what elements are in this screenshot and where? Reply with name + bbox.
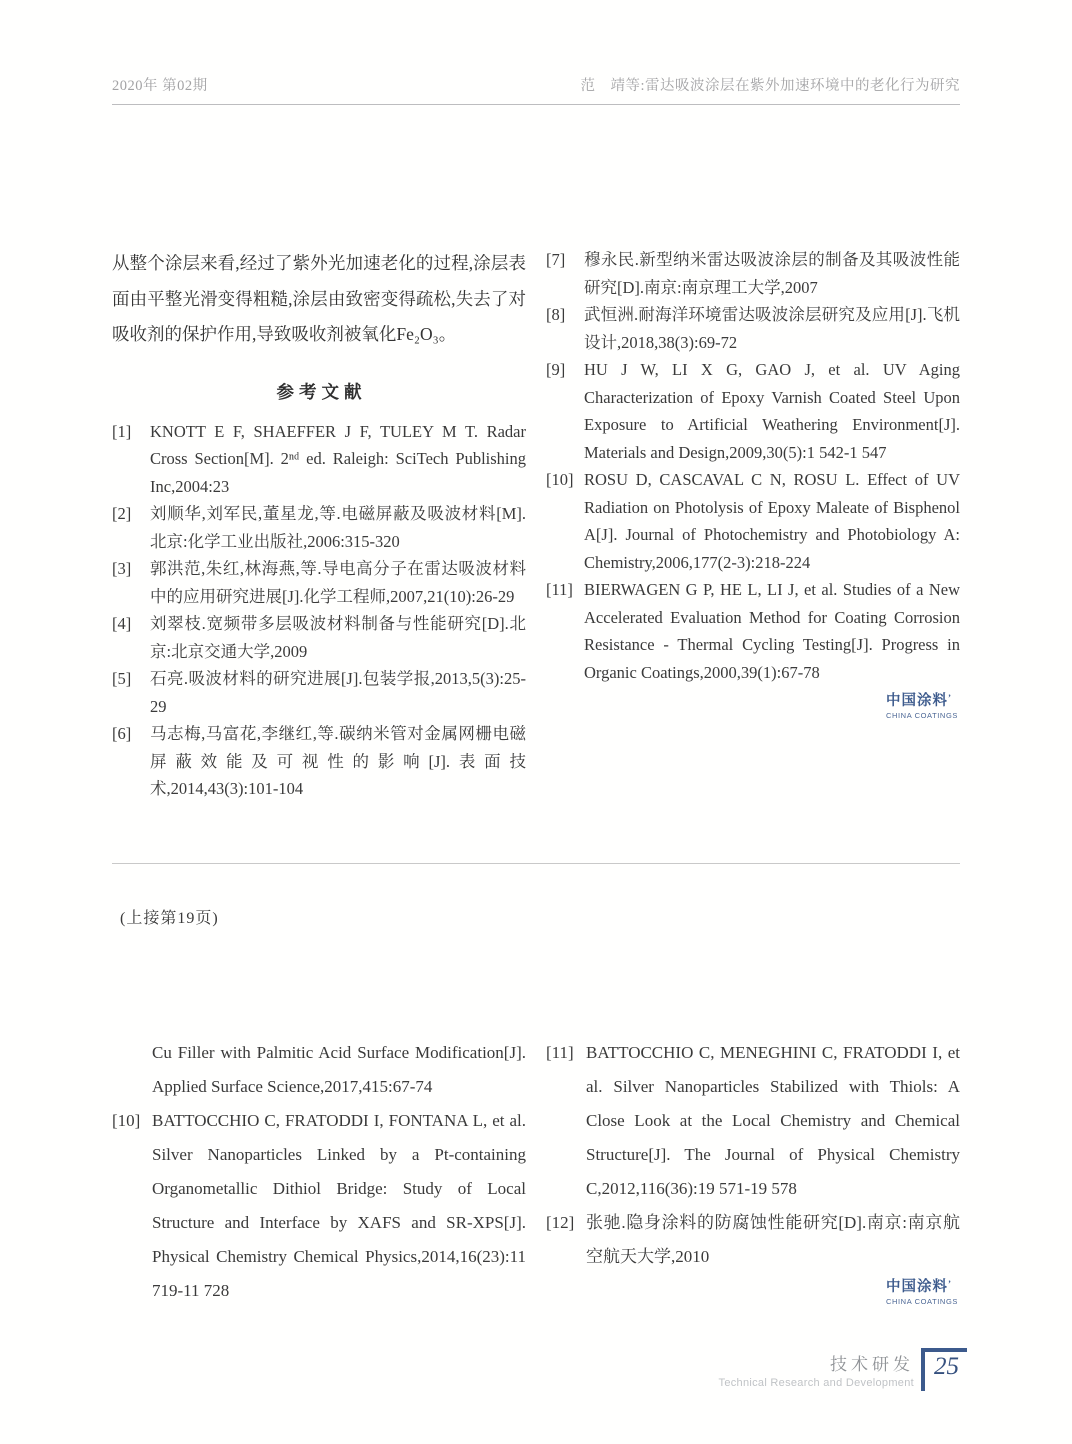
reference-item [546,1206,960,1274]
reference-text: 郭洪范,朱红,林海燕,等.导电高分子在雷达吸波材料中的应用研究进展[J].化学工程师,2007,21(10):26-29 [150,559,526,606]
reference-item [112,665,526,720]
logo-en-text: CHINA COATINGS [885,1297,958,1306]
reference-item [112,1036,526,1104]
china-coatings-logo [886,1280,958,1306]
reference-item [546,466,960,576]
reference-number: [1] [112,421,132,441]
logo-cn-text: 中国涂料’ [885,693,952,709]
reference-number: [5] [112,669,132,688]
footer-section-labels [719,1355,914,1389]
reference-number: [10] [112,1111,141,1130]
reference-text: BATTOCCHIO C, MENEGHINI C, FRATODDI I, et al. Silver Nanoparticles Stabilized with Thiols: A Close Look at the Local Chemistry and Chemical Structure[J]. The Journal of Physical Chemistry C,2012,116(36):19 571-19 578 [586,1043,960,1198]
reference-number [112,1036,152,1104]
section-divider [112,863,960,864]
reference-item [112,720,526,803]
reference-number: [11] [546,1043,574,1062]
running-title: 范 靖等:雷达吸波涂层在紫外加速环境中的老化行为研究 [580,78,960,94]
right-column [546,1036,960,1308]
reference-number: [3] [112,559,132,578]
reference-number: [7] [546,250,566,269]
page-header [112,74,960,105]
reference-text: 武恒洲.耐海洋环境雷达吸波涂层研究及应用[J].飞机设计,2018,38(3):69-72 [584,305,960,352]
reference-text: 石亮.吸波材料的研究进展[J].包装学报,2013,5(3):25-29 [150,669,526,716]
reference-text: Cu Filler with Palmitic Acid Surface Modification[J]. Applied Surface Science,2017,415:67-74 [152,1043,526,1096]
reference-number: [2] [112,504,132,523]
reference-item [546,1036,960,1206]
reference-text: 马志梅,马富花,李继红,等.碳纳米管对金属网栅电磁屏蔽效能及可视性的影响[J].表面技术,2014,43(3):101-104 [150,724,526,798]
reference-text: HU J W, LI X G, GAO J, et al. UV Aging Characterization of Epoxy Varnish Coated Steel Upon Exposure to Artificial Weathering Environment[J]. Materials and Design,2009,30(5):1 542-1 547 [584,360,960,462]
reference-number: [8] [546,305,566,324]
reference-item [546,246,960,301]
china-coatings-logo [886,694,958,720]
trademark-mark: ’ [947,1279,952,1290]
page-footer [719,1348,967,1391]
reference-text: BATTOCCHIO C, FRATODDI I, FONTANA L, et al. Silver Nanoparticles Linked by a Pt-containing Organometallic Dithiol Bridge: Study of Local Structure and Interface by XAFS and SR-XPS[J]. Physical Chemistry Chemical Physics,2014,16(23):11 719-11 728 [152,1111,526,1300]
logo-en-text: CHINA COATINGS [885,710,958,720]
continued-references-section [112,1036,960,1308]
left-column [112,1036,526,1308]
reference-number: [11] [546,580,573,599]
journal-issue: 2020年 第02期 [112,78,208,94]
references-section [112,246,960,803]
reference-item [112,555,526,610]
reference-text: 刘顺华,刘军民,董星龙,等.电磁屏蔽及吸波材料[M].北京:化学工业出版社,2006:315-320 [150,504,526,551]
reference-item [112,610,526,665]
reference-item [546,356,960,466]
page-number-box [921,1348,967,1391]
intro-paragraph: 从整个涂层来看,经过了紫外光加速老化的过程,涂层表面由平整光滑变得粗糙,涂层由致密变得疏松,失去了对吸收剂的保护作用,导致吸收剂被氧化Fe₂O₃。 [112,253,526,344]
references-heading: 参考文献 [276,381,367,402]
footer-section-subtitle: Technical Research and Development [718,1376,914,1389]
reference-text: 张驰.隐身涂料的防腐蚀性能研究[D].南京:南京航空航天大学,2010 [586,1213,960,1266]
trademark-mark: ’ [947,693,952,703]
reference-text: 刘翠枝.宽频带多层吸波材料制备与性能研究[D].北京:北京交通大学,2009 [150,614,526,661]
reference-item [112,1104,526,1308]
reference-text: 穆永民.新型纳米雷达吸波涂层的制备及其吸波性能研究[D].南京:南京理工大学,2007 [584,250,960,297]
reference-item [112,418,526,501]
reference-number: [6] [112,724,132,743]
logo-cn-text: 中国涂料’ [885,1279,952,1296]
reference-number: [4] [112,614,132,633]
reference-item [546,301,960,356]
reference-text: ROSU D, CASCAVAL C N, ROSU L. Effect of UV Radiation on Photolysis of Epoxy Maleate of Bisphenol A[J]. Journal of Photochemistry and Photobiology A: Chemistry,2006,177(2-3):218-224 [584,470,960,572]
reference-text: KNOTT E F, SHAEFFER J F, TULEY M T. Radar Cross Section[M]. 2ⁿᵈ ed. Raleigh: SciTech Publishing Inc,2004:23 [150,421,526,496]
left-column [112,246,526,803]
right-column [546,246,960,803]
reference-number: [12] [546,1213,575,1232]
continuation-note: (上接第19页) [120,910,219,927]
reference-item [112,500,526,555]
page-number: 25 [934,1353,959,1380]
reference-text: BIERWAGEN G P, HE L, LI J, et al. Studies of a New Accelerated Evaluation Method for Coating Corrosion Resistance - Thermal Cycling Testing[J]. Progress in Organic Coatings,2000,39(1):67-78 [584,580,960,682]
reference-number: [10] [546,470,574,489]
reference-item [546,576,960,686]
reference-number: [9] [546,360,566,379]
footer-section-title: 技术研发 [830,1355,914,1374]
